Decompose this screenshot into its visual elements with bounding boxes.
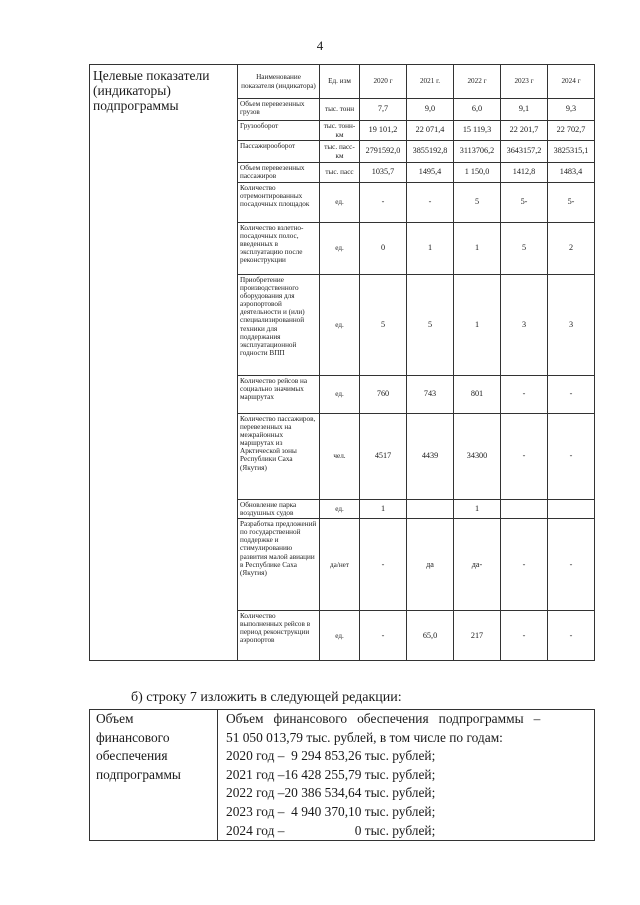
financing-line: 2020 год – 9 294 853,26 тыс. рублей;: [226, 748, 436, 764]
indicator-value: -: [360, 183, 407, 223]
indicator-value: -: [501, 611, 548, 661]
indicator-value: 6,0: [454, 99, 501, 121]
indicator-value: 801: [454, 376, 501, 414]
indicator-value: 5: [360, 275, 407, 376]
indicator-unit: тыс. тонн-км: [320, 121, 360, 141]
indicator-value: 9,3: [548, 99, 595, 121]
indicator-value: 5-: [548, 183, 595, 223]
indicator-value: 5: [501, 223, 548, 275]
financing-line: 2021 год –16 428 255,79 тыс. рублей;: [226, 766, 436, 782]
financing-label-line: финансового: [96, 729, 170, 745]
header-year: 2023 г: [501, 65, 548, 99]
indicator-value: -: [548, 611, 595, 661]
indicator-value: да-: [454, 519, 501, 611]
indicator-name: Количество отремонтированных посадочных площадок: [238, 183, 320, 223]
indicator-unit: да/нет: [320, 519, 360, 611]
indicator-value: 1: [454, 500, 501, 519]
indicator-unit: чел.: [320, 414, 360, 500]
indicator-value: 5: [407, 275, 454, 376]
indicator-value: 3855192,8: [407, 141, 454, 163]
header-unit: Ед. изм: [320, 65, 360, 99]
indicator-value: 5-: [501, 183, 548, 223]
indicator-value: 7,7: [360, 99, 407, 121]
indicator-value: [548, 500, 595, 519]
indicator-value: 1495,4: [407, 163, 454, 183]
financing-label: [90, 710, 218, 841]
indicator-unit: тыс. тонн: [320, 99, 360, 121]
indicator-value: 15 119,3: [454, 121, 501, 141]
financing-label-line: Объем: [96, 711, 134, 726]
indicator-name: Приобретение производственного оборудования для аэропортовой деятельности и (или) специализированной техники для поддержания эксплуатационной годности ВПП: [238, 275, 320, 376]
financing-label-line: обеспечения: [96, 748, 168, 764]
indicator-value: 9,1: [501, 99, 548, 121]
indicator-value: 1: [360, 500, 407, 519]
indicator-value: 3: [548, 275, 595, 376]
indicator-value: 3825315,1: [548, 141, 595, 163]
indicator-value: 3: [501, 275, 548, 376]
indicator-name: Объем перевезенных грузов: [238, 99, 320, 121]
indicator-value: 22 201,7: [501, 121, 548, 141]
indicator-value: 1483,4: [548, 163, 595, 183]
indicator-value: 2791592,0: [360, 141, 407, 163]
indicator-value: -: [360, 519, 407, 611]
indicator-value: да: [407, 519, 454, 611]
section-label: Целевые показатели (индикаторы) подпрограммы: [90, 65, 238, 661]
indicator-value: 3113706,2: [454, 141, 501, 163]
indicators-header-row: [90, 65, 595, 99]
indicator-unit: ед.: [320, 376, 360, 414]
indicator-value: 1: [454, 275, 501, 376]
indicator-value: 3643157,2: [501, 141, 548, 163]
indicator-value: 4439: [407, 414, 454, 500]
indicator-unit: тыс. пасс-км: [320, 141, 360, 163]
indicator-value: -: [548, 414, 595, 500]
indicator-name: Разработка предложений по государственной поддержке и стимулированию развития малой авиации в Республике Саха (Якутия): [238, 519, 320, 611]
indicator-value: 743: [407, 376, 454, 414]
financing-line: 2024 год – 0 тыс. рублей;: [226, 822, 436, 838]
indicator-value: 5: [454, 183, 501, 223]
indicator-unit: ед.: [320, 611, 360, 661]
indicator-unit: тыс. пасс: [320, 163, 360, 183]
indicator-value: 9,0: [407, 99, 454, 121]
indicator-value: 34300: [454, 414, 501, 500]
indicator-name: Пассажирооборот: [238, 141, 320, 163]
indicator-unit: ед.: [320, 500, 360, 519]
indicator-unit: ед.: [320, 223, 360, 275]
financing-text: [218, 710, 595, 841]
indicator-value: 1: [407, 223, 454, 275]
indicator-value: -: [407, 183, 454, 223]
indicator-value: 1 150,0: [454, 163, 501, 183]
indicator-value: 1412,8: [501, 163, 548, 183]
indicator-value: 22 702,7: [548, 121, 595, 141]
indicator-value: [407, 500, 454, 519]
financing-line: Объем финансового обеспечения подпрограммы –: [226, 711, 541, 726]
indicators-table: [89, 64, 595, 661]
indicator-value: 0: [360, 223, 407, 275]
indicator-value: -: [548, 519, 595, 611]
indicator-value: 4517: [360, 414, 407, 500]
indicator-value: 760: [360, 376, 407, 414]
indicator-unit: ед.: [320, 275, 360, 376]
indicator-value: 65,0: [407, 611, 454, 661]
indicator-value: -: [501, 414, 548, 500]
indicator-value: 1: [454, 223, 501, 275]
indicator-value: 2: [548, 223, 595, 275]
indicator-name: Объем перевезенных пассажиров: [238, 163, 320, 183]
indicator-name: Количество пассажиров, перевезенных на межрайонных маршрутах из Арктической зоны Республики Саха (Якутия): [238, 414, 320, 500]
indicator-value: [501, 500, 548, 519]
header-year: 2022 г: [454, 65, 501, 99]
indicator-unit: ед.: [320, 183, 360, 223]
page-number: 4: [316, 38, 324, 53]
indicator-value: -: [501, 376, 548, 414]
indicator-value: -: [501, 519, 548, 611]
indicator-name: Количество рейсов на социально значимых маршрутах: [238, 376, 320, 414]
indicator-value: 1035,7: [360, 163, 407, 183]
indicator-value: 22 071,4: [407, 121, 454, 141]
instruction-text: б) строку 7 изложить в следующей редакции:: [131, 690, 402, 705]
indicator-name: Количество выполненных рейсов в период реконструкции аэропортов: [238, 611, 320, 661]
indicator-name: Обновление парка воздушных судов: [238, 500, 320, 519]
financing-label-line: подпрограммы: [96, 766, 181, 782]
header-year: 2024 г: [548, 65, 595, 99]
header-year: 2021 г.: [407, 65, 454, 99]
financing-line: 2023 год – 4 940 370,10 тыс. рублей;: [226, 803, 436, 819]
indicator-name: Количество взлетно-посадочных полос, введенных в эксплуатацию после реконструкции: [238, 223, 320, 275]
indicator-value: 19 101,2: [360, 121, 407, 141]
header-year: 2020 г: [360, 65, 407, 99]
header-name: Наименование показателя (индикатора): [238, 65, 320, 99]
indicator-name: Грузооборот: [238, 121, 320, 141]
financing-table: [89, 709, 595, 841]
indicator-value: -: [360, 611, 407, 661]
financing-line: 51 050 013,79 тыс. рублей, в том числе по годам:: [226, 729, 503, 745]
indicator-value: -: [548, 376, 595, 414]
indicator-value: 217: [454, 611, 501, 661]
financing-line: 2022 год –20 386 534,64 тыс. рублей;: [226, 785, 436, 801]
